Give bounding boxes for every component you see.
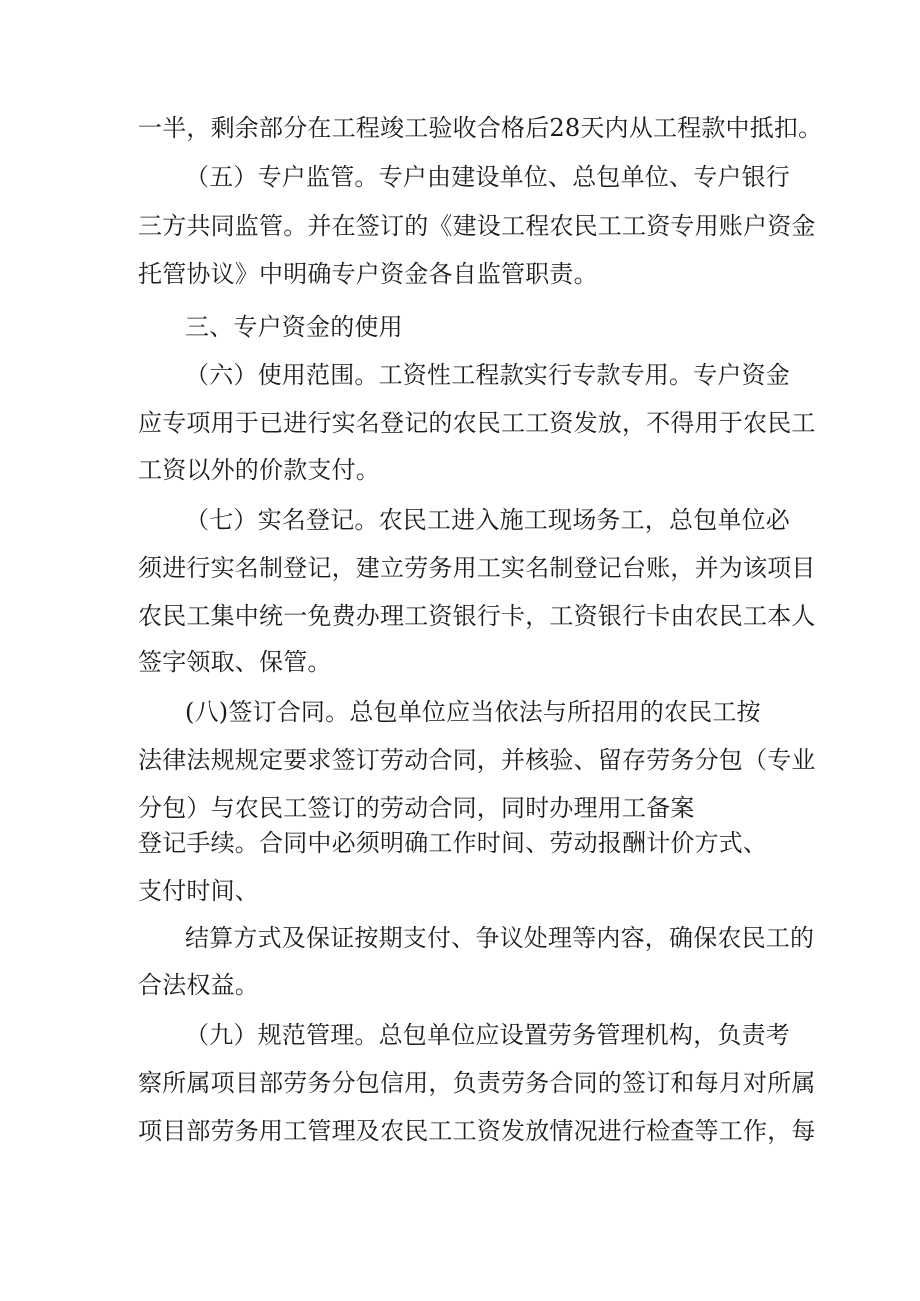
section-heading: 三、专户资金的使用: [185, 313, 403, 341]
text-line-3: 三方共同监管。并在签订的《建设工程农民工工资专用账户资金: [138, 212, 816, 240]
text-line-21: 察所属项目部劳务分包信用，负责劳务合同的签订和每月对所属: [138, 1069, 816, 1097]
text-line-20: （九）规范管理。总包单位应设置劳务管理机构，负责考: [185, 1021, 790, 1049]
text-line-13: (八)签订合同。总包单位应当依法与所招用的农民工按: [185, 698, 761, 726]
text-line-11: 农民工集中统一免费办理工资银行卡，工资银行卡由农民工本人: [138, 602, 816, 630]
text-line-1: 一半，剩余部分在工程竣工验收合格后28天内从工程款中抵扣。: [138, 114, 823, 142]
text-line-14: 法律法规规定要求签订劳动合同，并核验、留存劳务分包（专业: [138, 746, 816, 774]
text-line-6: （六）使用范围。工资性工程款实行专款专用。专户资金: [185, 361, 790, 389]
text-line-15: 分包）与农民工签订的劳动合同，同时办理用工备案: [138, 794, 695, 822]
text-line-4: 托管协议》中明确专户资金各自监管职责。: [138, 260, 598, 288]
text-line-8: 工资以外的价款支付。: [138, 456, 380, 484]
text-line-9: （七）实名登记。农民工进入施工现场务工，总包单位必: [185, 506, 790, 534]
text-line-16: 登记手续。合同中必须明确工作时间、劳动报酬计价方式、: [138, 829, 768, 857]
text-line-12: 签字领取、保管。: [138, 648, 332, 676]
text-line-10: 须进行实名制登记，建立劳务用工实名制登记台账，并为该项目: [138, 554, 816, 582]
text-line-2: （五）专户监管。专户由建设单位、总包单位、专户银行: [185, 163, 790, 191]
text-line-17: 支付时间、: [138, 877, 259, 905]
text-line-19: 合法权益。: [138, 971, 259, 999]
text-line-22: 项目部劳务用工管理及农民工工资发放情况进行检查等工作，每: [138, 1117, 816, 1145]
text-line-7: 应专项用于已进行实名登记的农民工工资发放，不得用于农民工: [138, 409, 816, 437]
text-line-18: 结算方式及保证按期支付、争议处理等内容，确保农民工的: [185, 924, 815, 952]
